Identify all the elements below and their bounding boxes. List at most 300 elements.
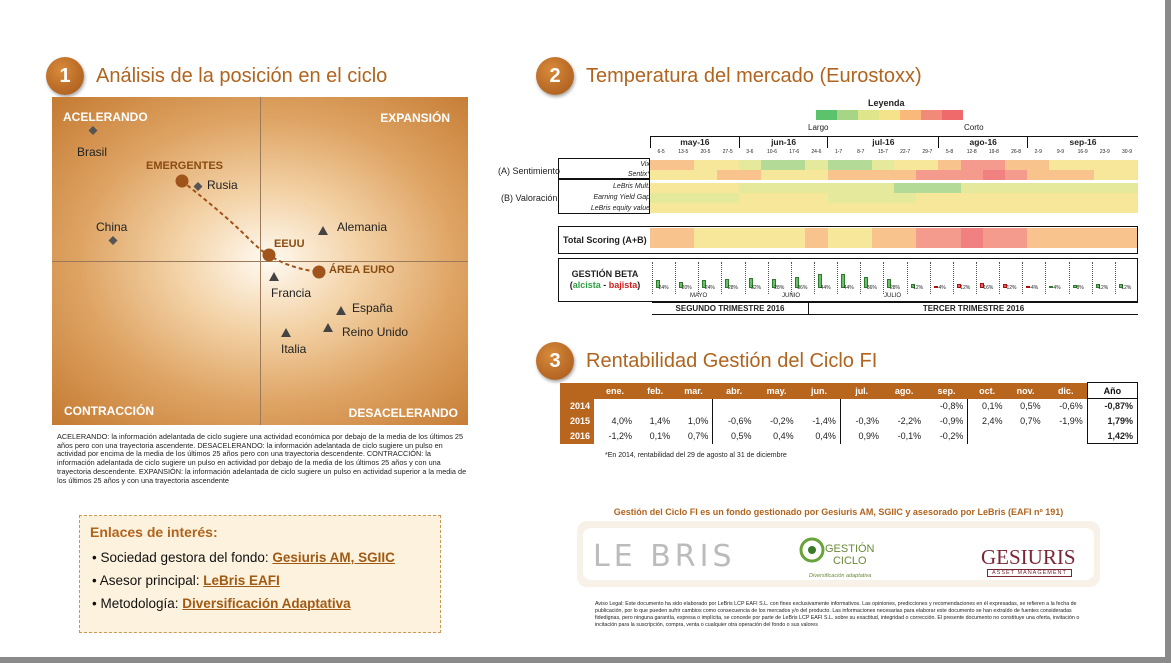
- heat-cell: [805, 160, 827, 170]
- row-label-vix: Vix: [640, 161, 650, 168]
- heat-cell: [961, 183, 983, 193]
- heat-cell: [1116, 170, 1138, 180]
- heat-cell: [783, 160, 805, 170]
- emergentes-dot: [176, 175, 189, 188]
- heat-cell: [650, 160, 672, 170]
- return-cell: -2,2%: [897, 416, 922, 426]
- return-cell: 1,0%: [687, 416, 709, 426]
- return-cell: 0,7%: [1020, 416, 1041, 426]
- heat-cell: [672, 193, 694, 203]
- return-cell: -1,2%: [608, 431, 633, 441]
- heat-cell: [717, 203, 739, 213]
- month-header-cell: Año: [1087, 383, 1137, 399]
- heat-cell: [872, 203, 894, 213]
- heat-cell: [850, 193, 872, 203]
- heat-cell: [1116, 203, 1138, 213]
- total-scoring-label: Total Scoring (A+B): [563, 235, 647, 245]
- heat-cell: [1027, 160, 1049, 170]
- beta-percentage: 20%: [681, 285, 692, 291]
- heat-cell: [938, 203, 960, 213]
- return-cell: 0,4%: [773, 431, 794, 441]
- heat-cell: [672, 203, 694, 213]
- heat-cell: [828, 170, 850, 180]
- heat-cell: [1005, 183, 1027, 193]
- week-label: 12-8: [966, 149, 977, 155]
- links-title: Enlaces de interés:: [90, 524, 218, 540]
- heat-cell: [1005, 193, 1027, 203]
- heatmap-row: [650, 160, 1138, 170]
- heat-cell: [916, 170, 938, 180]
- heat-cell: [1072, 193, 1094, 203]
- heat-cell: [1049, 183, 1071, 193]
- return-cell: 0,7%: [687, 431, 709, 441]
- heatmap-row: [650, 183, 1138, 193]
- heat-cell: [983, 160, 1005, 170]
- label-rusia: Rusia: [207, 178, 238, 192]
- return-cell: -1,4%: [812, 416, 836, 426]
- section-title: Análisis de la posición en el ciclo: [96, 64, 388, 87]
- beta-percentage: 28%: [889, 285, 900, 291]
- heat-cell: [761, 170, 783, 180]
- heat-cell: [894, 160, 916, 170]
- heat-cell: [938, 183, 960, 193]
- month-header-cell: ago.: [883, 383, 925, 399]
- year-cell: 2016: [560, 429, 594, 444]
- legend-title: Leyenda: [868, 98, 905, 108]
- legend-swatch: [900, 110, 921, 120]
- section-number-badge: 2: [536, 57, 574, 95]
- trimestre-3: TERCER TRIMESTRE 2016: [808, 302, 1138, 315]
- return-cell: -0,2%: [770, 416, 794, 426]
- heat-cell: [828, 183, 850, 193]
- heat-cell: [650, 183, 672, 193]
- label-alemania: Alemania: [337, 220, 388, 234]
- heat-cell: [694, 170, 716, 180]
- heatmap-row: [650, 170, 1138, 180]
- heat-cell: [1049, 193, 1071, 203]
- legend-swatch: [816, 110, 837, 120]
- row-label-sentix: Sentix*: [627, 171, 650, 178]
- heat-cell: [983, 203, 1005, 213]
- label-brasil: Brasil: [77, 145, 108, 159]
- section-number-badge: 1: [46, 57, 84, 95]
- week-label: 26-8: [1011, 149, 1022, 155]
- heat-cell: [717, 193, 739, 203]
- heat-cell: [916, 183, 938, 193]
- return-cell: -0,1%: [897, 431, 922, 441]
- gestion-ciclo-tagline: Diversificación adaptativa: [809, 573, 872, 579]
- heat-cell: [983, 170, 1005, 180]
- return-cell: 4,0%: [611, 416, 633, 426]
- heat-cell: [717, 183, 739, 193]
- month-header-cell: mar.: [674, 383, 713, 399]
- heat-cell: [694, 203, 716, 213]
- month-header-cell: nov.: [1007, 383, 1045, 399]
- trajectory-line: [182, 181, 319, 272]
- heat-cell: [938, 170, 960, 180]
- heat-cell: [739, 183, 761, 193]
- heat-cell: [894, 183, 916, 193]
- return-cell: -0,6%: [713, 414, 756, 429]
- return-cell: 0,1%: [649, 431, 671, 441]
- annual-total-cell: 1,42%: [1087, 429, 1137, 444]
- week-label: 17-6: [789, 149, 800, 155]
- group-valoracion: (B) Valoración: [501, 193, 558, 203]
- year-cell: 2014: [560, 399, 594, 414]
- corner-cell: [560, 383, 594, 399]
- gesiuris-tagline: ASSET MANAGEMENT: [987, 569, 1072, 577]
- area-euro-dot: [313, 266, 326, 279]
- gestion-ciclo-logo: GESTIÓN CICLO: [825, 543, 875, 567]
- return-cell: -0,6%: [1059, 401, 1083, 411]
- week-label: 1-7: [834, 149, 843, 155]
- week-label: 10-6: [767, 149, 778, 155]
- heat-cell: [650, 170, 672, 180]
- heat-cell: [961, 170, 983, 180]
- heat-cell: [1116, 160, 1138, 170]
- heat-cell: [916, 193, 938, 203]
- links-box: [79, 515, 441, 633]
- heat-cell: [1072, 170, 1094, 180]
- month-label: jul-16: [827, 137, 938, 148]
- heat-cell: [1027, 170, 1049, 180]
- label-china: China: [96, 220, 128, 234]
- heat-cell: [761, 203, 783, 213]
- heat-cell: [872, 160, 894, 170]
- gb-month-julio: JULIO: [884, 293, 902, 299]
- heat-cell: [1116, 183, 1138, 193]
- heat-cell: [783, 183, 805, 193]
- label-emergentes: EMERGENTES: [146, 160, 224, 172]
- italia-marker: [281, 328, 291, 337]
- link-lebris[interactable]: LeBris EAFI: [203, 573, 280, 588]
- beta-percentage: 8%: [1076, 285, 1084, 291]
- heat-cell: [850, 203, 872, 213]
- section-1-header: [46, 57, 387, 95]
- heat-cell: [828, 160, 850, 170]
- month-label: ago-16: [938, 137, 1027, 148]
- week-header: [650, 149, 1138, 158]
- beta-percentage: 28%: [774, 285, 785, 291]
- heat-cell: [1094, 193, 1116, 203]
- heat-cell: [672, 170, 694, 180]
- gesiuris-logo: GESIURIS: [981, 545, 1076, 569]
- beta-percentage: 36%: [866, 285, 877, 291]
- heat-cell: [739, 170, 761, 180]
- heat-cell: [1094, 160, 1116, 170]
- trimestre-2: SEGUNDO TRIMESTRE 2016: [652, 302, 808, 315]
- heat-cell: [761, 183, 783, 193]
- table-row: [560, 414, 1138, 429]
- heat-cell: [1072, 160, 1094, 170]
- returns-table: [560, 382, 1138, 444]
- legend-corto: Corto: [964, 123, 984, 132]
- link-gesiuris[interactable]: Gesiuris AM, SGIIC: [272, 550, 395, 565]
- logos-panel: [577, 521, 1100, 587]
- legal-notice: Aviso Legal: Este documento ha sido elaborado por LeBris LCP EAFI S.L. con fines exclusivamente informativos. Las opiniones, predicciones y recomendaciones en él expresadas, se refieren a la fecha de publicación, por lo que pueden sufrir cambios como consecuencia de los mercados y/o del producto. Las informaciones necesarias para elaborar este documento se han extraído de fuentes consideradas fidedignas, pero ninguna garantía, expresa o implícita, se concede por parte de LeBris LCP EAFI S.L. sobre su exactitud, integridad o corrección. El presente documento no constituye una oferta, invitación o incitación para la suscripción, compra, venta o cualquier otra operación del fondo o sus valores: [595, 601, 1080, 628]
- return-cell: [674, 399, 713, 414]
- week-label: 8-7: [857, 149, 865, 155]
- label-area-euro: ÁREA EURO: [329, 264, 395, 276]
- heat-cell: [783, 170, 805, 180]
- brasil-marker: [89, 126, 98, 135]
- gb-month-junio: JUNIO: [782, 293, 800, 299]
- cycle-marks: [52, 97, 468, 425]
- heat-cell: [694, 160, 716, 170]
- legend-swatch: [921, 110, 942, 120]
- heat-cell: [761, 193, 783, 203]
- label-francia: Francia: [271, 286, 312, 300]
- cycle-definitions: ACELERANDO: la información adelantada de ciclo sugiere una actividad económica por debajo de la media de los últimos 25 años pero con una trayectoria ascendente. DESACELERANDO: la información adelantada de ciclo sugiere un pulso en actividad por encima de la media de los últimos 25 años pero con una trayectoria descendente. CONTRACCIÓN: la información adelantada de ciclo sugiere un pulso en actividad por debajo de la media de los últimos 25 años y con una trayectoria descendente. EXPANSIÓN: la información adelantada de ciclo sugiere un pulso en actividad superior a la media de los últimos 25 años y con una trayectoria ascendente: [57, 432, 467, 485]
- beta-percentage: 44%: [843, 285, 854, 291]
- corner-acelerando: ACELERANDO: [63, 110, 148, 124]
- heat-cell: [761, 160, 783, 170]
- beta-percentage: 12%: [1098, 285, 1109, 291]
- month-header-cell: jul.: [840, 383, 883, 399]
- heat-cell: [983, 183, 1005, 193]
- return-cell: 0,4%: [815, 431, 836, 441]
- row-label-equity: LeBris equity value: [590, 205, 650, 212]
- week-label: 15-7: [877, 149, 888, 155]
- month-header-cell: jun.: [798, 383, 841, 399]
- week-label: 23-9: [1099, 149, 1110, 155]
- heat-cell: [983, 193, 1005, 203]
- heat-cell: [1072, 183, 1094, 193]
- heat-cell: [894, 193, 916, 203]
- beta-percentage: -12%: [958, 285, 971, 291]
- heat-cell: [1049, 170, 1071, 180]
- week-label: 2-9: [1034, 149, 1042, 155]
- week-label: 30-9: [1122, 149, 1133, 155]
- return-cell: -0,3%: [840, 414, 883, 429]
- heat-cell: [872, 183, 894, 193]
- section-title: Rentabilidad Gestión del Ciclo FI: [586, 349, 878, 372]
- table-row: [560, 399, 1138, 414]
- table-row: [560, 429, 1138, 444]
- heat-cell: [961, 160, 983, 170]
- heat-cell: [805, 203, 827, 213]
- heat-cell: [1094, 183, 1116, 193]
- heat-cell: [938, 160, 960, 170]
- beta-percentage: 4%: [1053, 285, 1061, 291]
- heat-cell: [894, 203, 916, 213]
- heat-cell: [694, 193, 716, 203]
- section-title: Temperatura del mercado (Eurostoxx): [586, 64, 922, 87]
- gestion-beta-percentages: [652, 285, 1138, 291]
- link-item-asesor: • Asesor principal: LeBris EAFI: [92, 573, 280, 588]
- week-label: 29-7: [922, 149, 933, 155]
- beta-percentage: 32%: [751, 285, 762, 291]
- gb-month-mayo: MAYO: [690, 293, 708, 299]
- label-reino-unido: Reino Unido: [342, 325, 409, 339]
- annual-total-cell: -0,87%: [1087, 399, 1137, 414]
- heat-cell: [850, 183, 872, 193]
- week-label: 3-6: [746, 149, 754, 155]
- legend-swatch: [858, 110, 879, 120]
- heat-cell: [828, 203, 850, 213]
- group-sentimiento: (A) Sentimiento: [498, 166, 561, 176]
- heat-cell: [739, 160, 761, 170]
- beta-percentage: -12%: [1004, 285, 1017, 291]
- year-cell: 2015: [560, 414, 594, 429]
- heat-cell: [783, 203, 805, 213]
- return-cell: [840, 399, 883, 414]
- return-cell: [883, 399, 925, 414]
- heatmap-row: [650, 203, 1138, 213]
- heat-cell: [961, 193, 983, 203]
- return-cell: [713, 399, 756, 414]
- rusia-marker: [194, 182, 203, 191]
- heat-cell: [828, 193, 850, 203]
- heat-cell: [938, 193, 960, 203]
- china-marker: [109, 236, 118, 245]
- heat-cell: [850, 160, 872, 170]
- heat-cell: [672, 183, 694, 193]
- beta-percentage: 24%: [704, 285, 715, 291]
- return-cell: [756, 399, 798, 414]
- beta-percentage: 12%: [1121, 285, 1132, 291]
- cycle-quadrant-chart: [52, 97, 468, 425]
- label-eeuu: EEUU: [274, 238, 305, 250]
- heat-cell: [1049, 160, 1071, 170]
- week-label: 6-5: [657, 149, 665, 155]
- return-cell: [968, 429, 1007, 444]
- month-label: may-16: [650, 137, 739, 148]
- heat-cell: [739, 203, 761, 213]
- link-item-metodologia: • Metodología: Diversificación Adaptativa: [92, 596, 351, 611]
- heat-cell: [1005, 160, 1027, 170]
- heat-cell: [916, 160, 938, 170]
- beta-percentage: -4%: [936, 285, 946, 291]
- month-label: sep-16: [1027, 137, 1138, 148]
- beta-percentage: 24%: [658, 285, 669, 291]
- label-espana: España: [352, 301, 393, 315]
- return-cell: -0,2%: [939, 431, 964, 441]
- espana-marker: [336, 306, 346, 315]
- heat-cell: [805, 193, 827, 203]
- heat-cell: [1094, 170, 1116, 180]
- row-label-earning: Earning Yield Gap: [593, 194, 650, 201]
- heat-cell: [894, 170, 916, 180]
- eeuu-dot: [263, 249, 276, 262]
- week-label: 16-9: [1077, 149, 1088, 155]
- heat-cell: [1005, 170, 1027, 180]
- beta-percentage: 44%: [820, 285, 831, 291]
- month-header-cell: may.: [756, 383, 798, 399]
- annual-total-cell: 1,79%: [1087, 414, 1137, 429]
- heat-cell: [672, 160, 694, 170]
- lebris-logo: LE BRIS: [593, 539, 736, 574]
- heat-cell: [872, 193, 894, 203]
- beta-percentage: -4%: [1029, 285, 1039, 291]
- heatmap-row: [650, 193, 1138, 203]
- month-header: [650, 136, 1138, 148]
- francia-marker: [269, 272, 279, 281]
- return-cell: 0,9%: [840, 429, 883, 444]
- month-header-cell: oct.: [968, 383, 1007, 399]
- heat-cell: [717, 170, 739, 180]
- legend-largo: Largo: [808, 123, 829, 132]
- return-cell: 0,5%: [1020, 401, 1041, 411]
- heat-cell: [1072, 203, 1094, 213]
- section-3-header: [536, 342, 877, 380]
- heat-cell: [717, 160, 739, 170]
- link-item-gestora: • Sociedad gestora del fondo: Gesiuris AM, SGIIC: [92, 550, 395, 565]
- return-cell: [1045, 429, 1088, 444]
- heat-cell: [805, 170, 827, 180]
- corner-contraccion: CONTRACCIÓN: [64, 404, 154, 418]
- heat-cell: [916, 203, 938, 213]
- return-cell: [798, 399, 841, 414]
- gestion-ciclo-logo-icon: [797, 535, 827, 569]
- week-label: 22-7: [900, 149, 911, 155]
- month-header-cell: feb.: [636, 383, 674, 399]
- heat-cell: [1094, 203, 1116, 213]
- week-label: 27-5: [722, 149, 733, 155]
- returns-table-wrap: [560, 382, 1138, 444]
- legend-swatch: [837, 110, 858, 120]
- return-cell: -0,8%: [939, 401, 964, 411]
- heat-cell: [1049, 203, 1071, 213]
- returns-note: *En 2014, rentabilidad del 29 de agosto al 31 de diciembre: [605, 452, 787, 459]
- link-metodologia[interactable]: Diversificación Adaptativa: [182, 596, 351, 611]
- fund-description: Gestión del Ciclo FI es un fondo gestionado por Gesiuris AM, SGIIC y asesorado por LeBris (EAFI nº 191): [613, 507, 1064, 517]
- return-cell: [636, 399, 674, 414]
- label-italia: Italia: [281, 342, 307, 356]
- alemania-marker: [318, 226, 328, 235]
- heat-cell: [961, 203, 983, 213]
- month-header-cell: dic.: [1045, 383, 1088, 399]
- row-label-lebris: LeBris Mult.: [613, 183, 650, 190]
- month-header-cell: abr.: [713, 383, 756, 399]
- heat-cell: [805, 183, 827, 193]
- beta-percentage: -16%: [981, 285, 994, 291]
- corner-expansion: EXPANSIÓN: [380, 111, 450, 125]
- week-label: 13-5: [678, 149, 689, 155]
- section-2-header: [536, 57, 922, 95]
- heat-cell: [694, 183, 716, 193]
- heat-cell: [1027, 183, 1049, 193]
- return-cell: [1007, 429, 1045, 444]
- heat-cell: [739, 193, 761, 203]
- heat-cell: [872, 170, 894, 180]
- heat-cell: [850, 170, 872, 180]
- heat-cell: [783, 193, 805, 203]
- return-cell: 0,5%: [713, 429, 756, 444]
- heat-cell: [1005, 203, 1027, 213]
- reino-unido-marker: [323, 323, 333, 332]
- heat-cell: [650, 193, 672, 203]
- beta-percentage: 28%: [727, 285, 738, 291]
- legend-swatch: [942, 110, 963, 120]
- week-label: 24-6: [811, 149, 822, 155]
- heat-cell: [1116, 193, 1138, 203]
- month-label: jun-16: [739, 137, 828, 148]
- gestion-beta-label: GESTIÓN BETA (alcista - bajista): [569, 269, 641, 290]
- week-label: 20-5: [700, 149, 711, 155]
- heat-cell: [1027, 193, 1049, 203]
- return-cell: -0,9%: [939, 416, 964, 426]
- week-label: 5-8: [945, 149, 954, 155]
- return-cell: -1,9%: [1059, 416, 1083, 426]
- heat-cell: [650, 203, 672, 213]
- month-header-cell: sep.: [925, 383, 968, 399]
- week-label: 9-9: [1056, 149, 1065, 155]
- return-cell: 0,1%: [968, 399, 1007, 414]
- return-cell: [594, 399, 636, 414]
- month-header-cell: ene.: [594, 383, 636, 399]
- heat-cell: [1027, 203, 1049, 213]
